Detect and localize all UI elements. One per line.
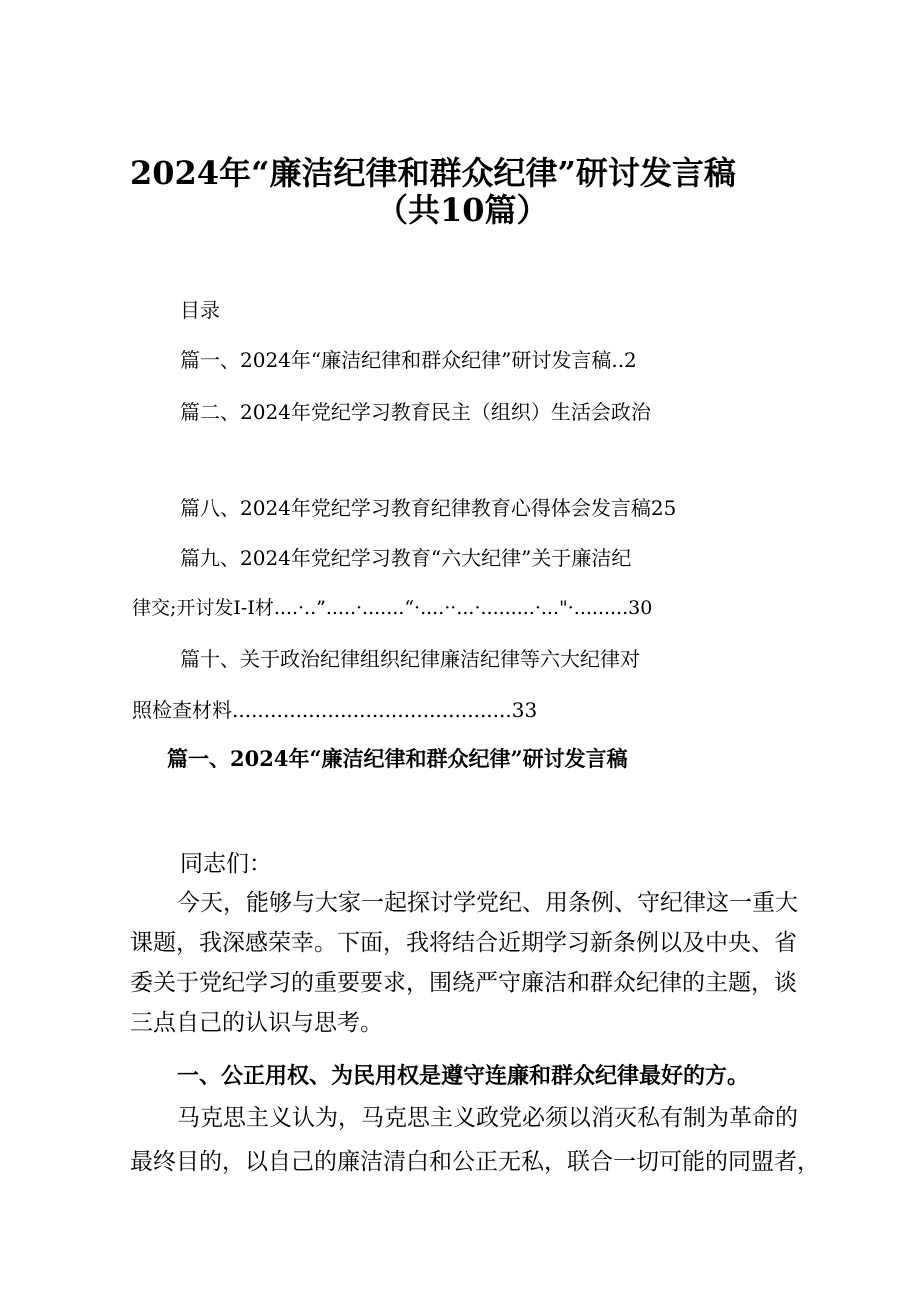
paragraph-line: 今天，能够与大家一起探讨学党纪、用条例、守纪律这一重大 [177, 890, 798, 916]
toc-item-continued[interactable]: 照检查材料............................................33 [132, 698, 538, 722]
toc-item-continued[interactable]: 律交;开讨发I-I材....·..”.....·.......“·....··...·.........·..."·.........30 [132, 597, 653, 619]
article-heading: 篇一、2024年“廉洁纪律和群众纪律”研讨发言稿 [167, 746, 628, 771]
document-title: 2024年“廉洁纪律和群众纪律”研讨发言稿 [130, 154, 736, 192]
toc-item[interactable]: 篇一、2024年“廉洁纪律和群众纪律”研讨发言稿..2 [180, 348, 637, 372]
paragraph-line: 马克思主义认为，马克思主义政党必须以消灭私有制为革命的 [177, 1105, 798, 1131]
section-heading: 一、公正用权、为民用权是遵守连廉和群众纪律最好的方。 [177, 1063, 750, 1089]
paragraph-line: 三点自己的认识与思考。 [130, 1010, 383, 1036]
toc-item[interactable]: 篇八、2024年党纪学习教育纪律教育心得体会发言稿25 [180, 496, 677, 520]
toc-item[interactable]: 篇十、关于政治纪律组织纪律廉洁纪律等六大纪律对 [180, 647, 640, 671]
document-subtitle: （共10篇） [376, 191, 549, 229]
paragraph-line: 最终目的，以自己的廉洁清白和公正无私，联合一切可能的同盟者， [130, 1149, 820, 1175]
toc-item[interactable]: 篇九、2024年党纪学习教育“六大纪律”关于廉洁纪 [180, 546, 632, 570]
salutation: 同志们： [180, 851, 272, 877]
paragraph-line: 课题，我深感荣幸。下面，我将结合近期学习新条例以及中央、省 [130, 930, 797, 956]
paragraph-line: 委关于党纪学习的重要要求，围绕严守廉洁和群众纪律的主题，谈 [130, 970, 797, 996]
toc-heading: 目录 [180, 298, 220, 322]
toc-item[interactable]: 篇二、2024年党纪学习教育民主（组织）生活会政治 [180, 400, 651, 424]
